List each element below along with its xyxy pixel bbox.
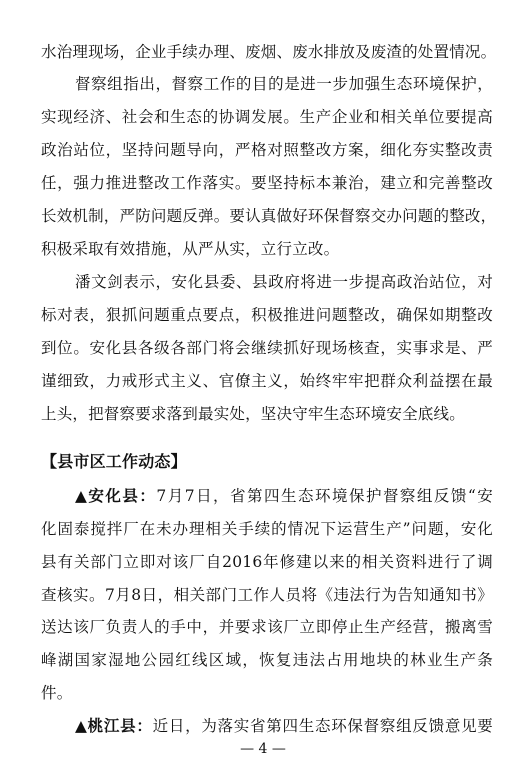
item-1-lead: ▲安化县：: [75, 486, 157, 505]
paragraph-1-line: 水治理现场，企业手续办理、废烟、废水排放及废渣的处置情况。: [41, 43, 497, 61]
paragraph-2-line: 实现经济、社会和生态的协调发展。生产企业和相关单位要提高: [41, 108, 493, 126]
paragraph-3-line: 标对表，狠抓问题重点要点，积极推进问题整改，确保如期整改: [41, 306, 493, 324]
item-2-first-line: [75, 716, 493, 736]
paragraph-2-line: 政治站位，坚持问题导向，严格对照整改方案，细化夯实整改责: [41, 141, 493, 159]
paragraph-3-line: 上头，把督察要求落到最实处，坚决守牢生态环境安全底线。: [41, 405, 465, 423]
paragraph-3-line: 谨细致，力戒形式主义、官僚主义，始终牢牢把群众利益摆在最: [41, 372, 493, 390]
item-1-line: 查核实。7月8日，相关部门工作人员将《违法行为告知通知书》: [41, 586, 493, 604]
paragraph-3-line: 到位。安化县各级各部门将会继续抓好现场核查，实事求是、严: [41, 339, 493, 357]
item-1-line: 件。: [41, 684, 73, 702]
paragraph-2-line: 长效机制，严防问题反弹。要认真做好环保督察交办问题的整改，: [41, 207, 497, 225]
section-heading: 【县市区工作动态】: [41, 452, 187, 471]
item-2-lead: ▲桃江县：: [75, 716, 153, 735]
item-1-line: 县有关部门立即对该厂自2016年修建以来的相关资料进行了调: [41, 553, 493, 571]
item-1-text: 7月7日，省第四生态环境保护督察组反馈“安: [156, 487, 493, 505]
paragraph-2-line: 督察组指出，督察工作的目的是进一步加强生态环境保护，: [75, 75, 493, 93]
item-1-line: 化固泰搅拌厂在未办理相关手续的情况下运营生产”问题，安化: [41, 520, 493, 538]
item-2-text: 近日，为落实省第四生态环保督察组反馈意见要: [152, 717, 494, 735]
paragraph-2-line: 积极采取有效措施，从严从实，立行立改。: [41, 240, 340, 258]
item-1-line: 峰湖国家湿地公园红线区域，恢复违法占用地块的林业生产条: [41, 651, 493, 669]
item-1-first-line: [75, 486, 493, 506]
page-number: — 4 —: [240, 741, 286, 757]
paragraph-2-line: 任，强力推进整改工作落实。要坚持标本兼治，建立和完善整改: [41, 174, 493, 192]
paragraph-3-line: 潘文剑表示，安化县委、县政府将进一步提高政治站位，对: [75, 273, 493, 291]
item-1-line: 送达该厂负责人的手中，并要求该厂立即停止生产经营，搬离雪: [41, 618, 493, 636]
